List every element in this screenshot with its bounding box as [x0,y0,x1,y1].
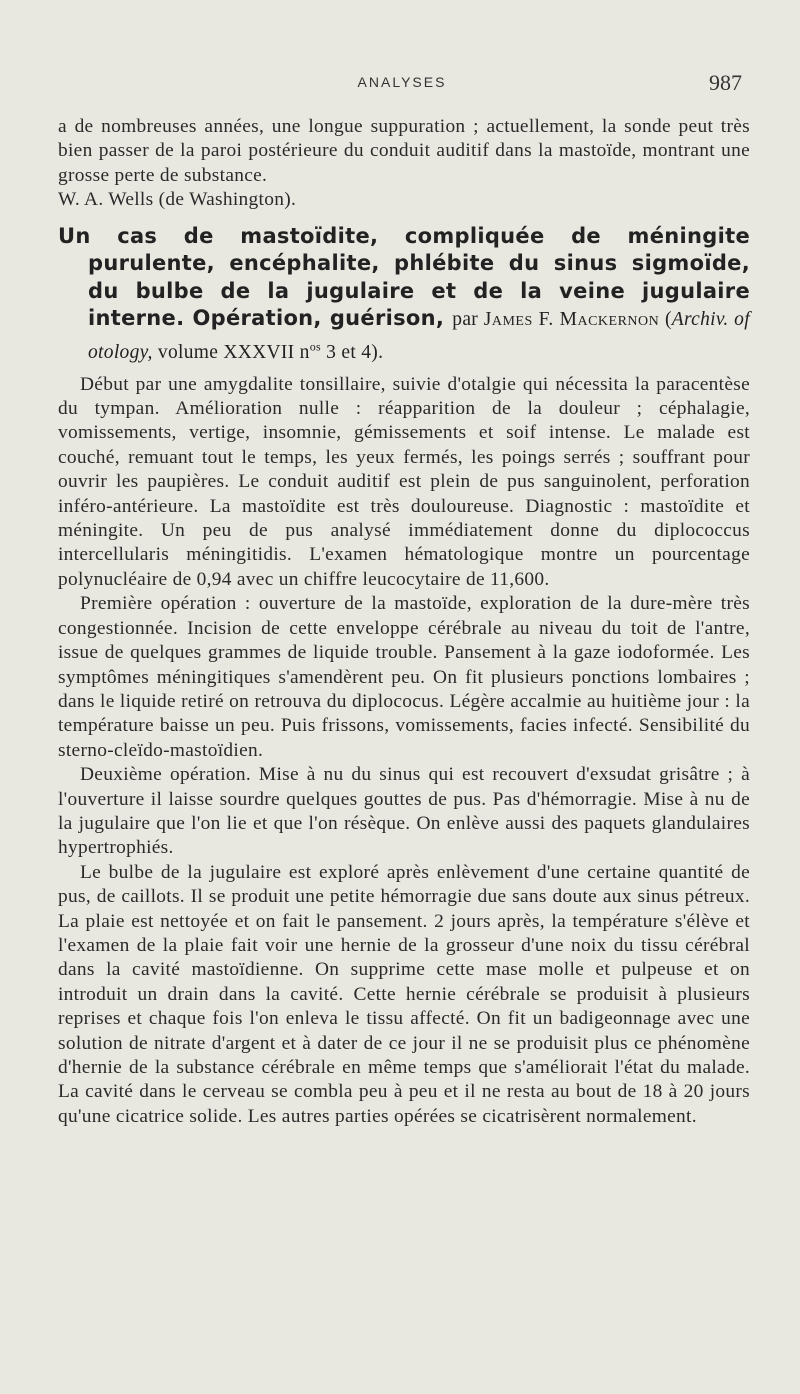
article-author: James F. Mackernon [483,309,660,331]
previous-article-signature: W. A. Wells (de Washington). [58,189,297,211]
page-number: 987 [709,70,742,95]
journal-name: Archiv. of otology, [88,309,750,364]
paragraph: Deuxième opération. Mise à nu du sinus qui est recouvert d'exsudat grisâtre ; à l'ouverture il laisse sourdre quelques gouttes de pus. Pas d'hémorragie. Mise à nu de la jugulaire que l'on lie et que l'on résèque. On enlève aussi des paquets glandulaires hypertrophiés. [58,764,750,859]
page-header [62,70,742,100]
ref-prefix: par [452,309,479,331]
volume-number-superscript: os [309,339,321,354]
paragraph: Début par une amygdalite tonsillaire, suivie d'otalgie qui nécessita la paracentèse du tympan. Amélioration nulle : réapparition de la douleur ; céphalagie, vomissements, vertige, insomnie, gémissements et soif intense. Le malade est couché, remuant tout le temps, les yeux fermés, les poings serrés ; souffrant pour ouvrir les paupières. Le conduit auditif est plein de pus sanguinolent, perforation inféro-antérieure. La mastoïdite est très douloureuse. Diagnostic : mastoïdite et méningite. Un peu de pus analysé immédiatement donne du diplococcus intercellularis méningitidis. L'examen hématologique montre un pourcentage polynucléaire de 0,94 avec un chiffre leucocytaire de 11,600. [58,373,750,590]
page-body [58,115,750,1129]
article-title: Un cas de mastoïdite, compliquée de méningite purulente, encéphalite, phlébite du sinus sigmoïde, du bulbe de la jugulaire et de la veine jugulaire interne. Opération, guérison, [58,223,750,331]
journal-volume: volume XXXVII n [157,342,310,364]
previous-article-ending: a de nombreuses années, une longue suppuration ; actuellement, la sonde peut très bien passer de la paroi postérieure du conduit auditif dans la mastoïde, montrant une grosse perte de substance. [58,116,750,186]
ref-open: ( [664,309,672,331]
article-heading [58,223,750,367]
paragraph: Première opération : ouverture de la mastoïde, exploration de la dure-mère très congestionnée. Incision de cette enveloppe cérébrale au niveau du toit de l'antre, issue de quelques grammes de liquide trouble. Pansement à la gaze iodoformée. Les symptômes méningitiques s'amendèrent peu. On fit plusieurs ponctions lombaires ; dans le liquide retiré on retrouva du diplococus. Légère accalmie au huitième jour : la température baisse un peu. Puis frissons, vomissements, facies infecté. Sensibilité du sterno-cleïdo-mastoïdien. [58,593,750,761]
paragraph: Le bulbe de la jugulaire est exploré après enlèvement d'une certaine quantité de pus, de caillots. Il se produit une petite hémorragie due sans doute aux sinus pétreux. La plaie est nettoyée et on fait le pansement. 2 jours après, la température s'élève et l'examen de la plaie fait voir une hernie de la grosseur d'une noix du tissu cérébral dans la cavité mastoïdienne. On supprime cette mase molle et pulpeuse et on introduit un drain dans la cavité. Cette hernie cérébrale se produisit à plusieurs reprises et chaque fois l'on enleva le tissu affecté. On fit un badigeonnage avec une solution de nitrate d'argent et à dater de ce jour il ne se produisit plus ce phénomène d'hernie de la substance cérébrale en même temps que s'améliorait l'état du malade. La cavité dans le cerveau se combla peu à peu et il ne resta au bout de 18 à 20 jours qu'une cicatrice solide. Les autres parties opérées se cicatrisèrent normalement. [58,861,750,1127]
running-title: ANALYSES [357,74,447,90]
journal-issue: 3 et 4). [326,342,384,364]
